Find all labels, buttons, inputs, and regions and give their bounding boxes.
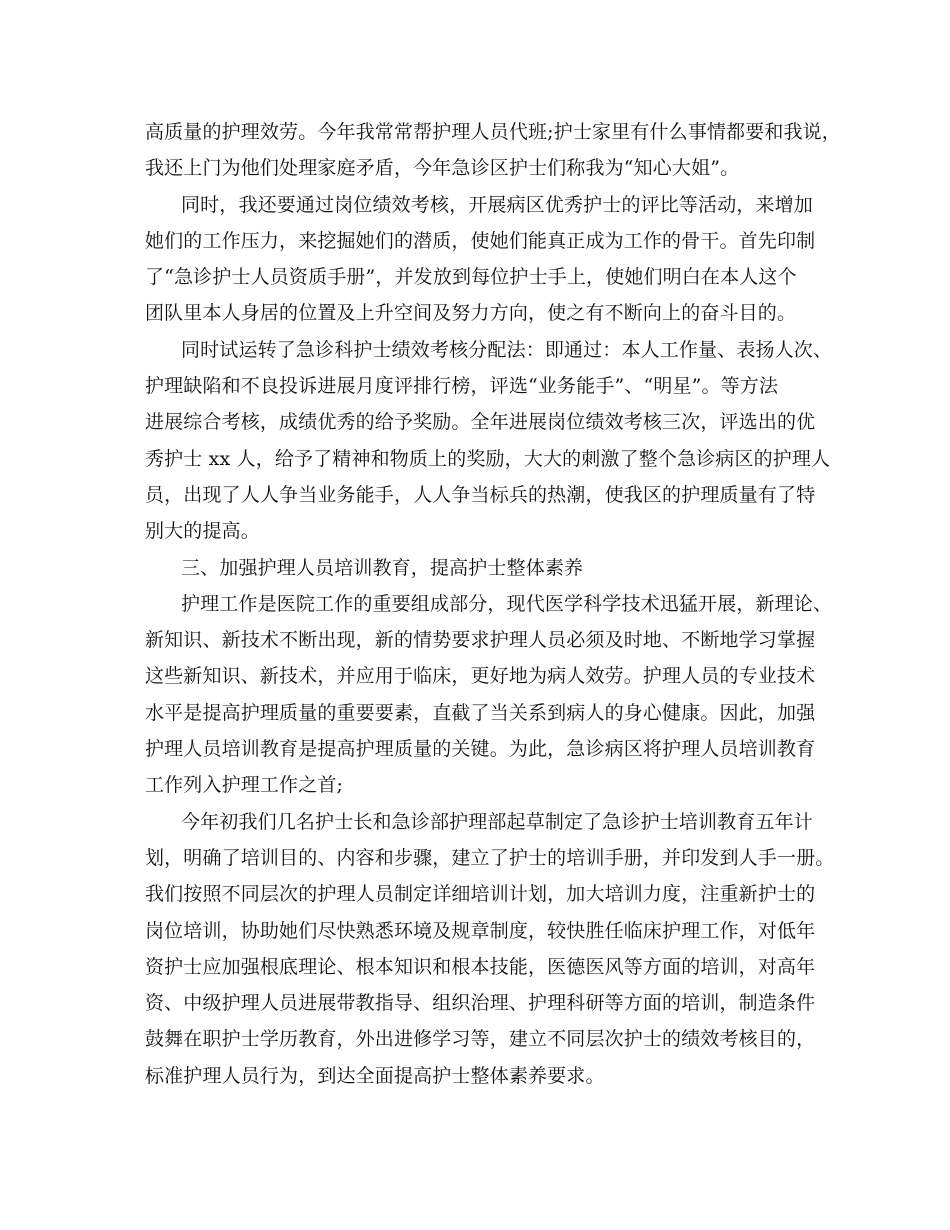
- text-line: 三、加强护理人员培训教育，提高护士整体素养: [181, 556, 584, 579]
- text-line: 别大的提高。: [145, 520, 260, 543]
- text-line: 标准护理人员行为，到达全面提高护士整体素养要求。: [145, 1064, 605, 1087]
- text-line: 团队里本人身居的位置及上升空间及努力方向，使之有不断向上的奋斗目的。: [145, 302, 797, 325]
- text-line: 这些新知识、新技术，并应用于临床，更好地为病人效劳。护理人员的专业技术: [145, 665, 816, 688]
- text-line: 同时试运转了急诊科护士绩效考核分配法：即通过：本人工作量、表扬人次、: [181, 338, 833, 361]
- text-line: 护理人员培训教育是提高护理质量的关键。为此，急诊病区将护理人员培训教育: [145, 738, 816, 761]
- text-line: 护理工作是医院工作的重要组成部分，现代医学科学技术迅猛开展，新理论、: [181, 592, 833, 615]
- text-line: 护理缺陷和不良投诉进展月度评排行榜，评选“业务能手”、“明星”。等方法: [145, 375, 779, 398]
- text-line: 员，出现了人人争当业务能手，人人争当标兵的热潮，使我区的护理质量有了特: [145, 483, 816, 506]
- text-line: 划，明确了培训目的、内容和步骤，建立了护士的培训手册，并印发到人手一册。: [145, 846, 835, 869]
- text-line: 我还上门为他们处理家庭矛盾，今年急诊区护士们称我为“知心大姐”。: [145, 157, 740, 180]
- text-line: 秀护士 xx 人，给予了精神和物质上的奖励，大大的刺激了整个急诊病区的护理人: [145, 447, 831, 470]
- text-line: 进展综合考核，成绩优秀的给予奖励。全年进展岗位绩效考核三次，评选出的优: [145, 411, 816, 434]
- text-line: 我们按照不同层次的护理人员制定详细培训计划，加大培训力度，注重新护士的: [145, 883, 816, 906]
- text-line: 资、中级护理人员进展带教指导、组织治理、护理科研等方面的培训，制造条件: [145, 992, 816, 1015]
- text-line: 同时，我还要通过岗位绩效考核，开展病区优秀护士的评比等活动，来增加: [181, 193, 813, 216]
- text-line: 鼓舞在职护士学历教育，外出进修学习等，建立不同层次护士的绩效考核目的，: [145, 1028, 816, 1051]
- text-line: 她们的工作压力，来挖掘她们的潜质，使她们能真正成为工作的骨干。首先印制: [145, 229, 816, 252]
- text-line: 了“急诊护士人员资质手册”，并发放到每位护士手上，使她们明白在本人这个: [145, 266, 797, 289]
- document-body: [145, 114, 841, 1094]
- text-line: 新知识、新技术不断出现，新的情势要求护理人员必须及时地、不断地学习掌握: [145, 629, 816, 652]
- text-line: 工作列入护理工作之首;: [145, 774, 344, 797]
- text-line: 岗位培训，协助她们尽快熟悉环境及规章制度，较快胜任临床护理工作，对低年: [145, 919, 816, 942]
- text-line: 今年初我们几名护士长和急诊部护理部起草制定了急诊护士培训教育五年计: [181, 810, 813, 833]
- text-line: 水平是提高护理质量的重要要素，直截了当关系到病人的身心健康。因此，加强: [145, 701, 816, 724]
- text-line: 资护士应加强根底理论、根本知识和根本技能，医德医风等方面的培训，对高年: [145, 955, 816, 978]
- text-line: 高质量的护理效劳。今年我常常帮护理人员代班;护士家里有什么事情都要和我说，: [145, 121, 841, 143]
